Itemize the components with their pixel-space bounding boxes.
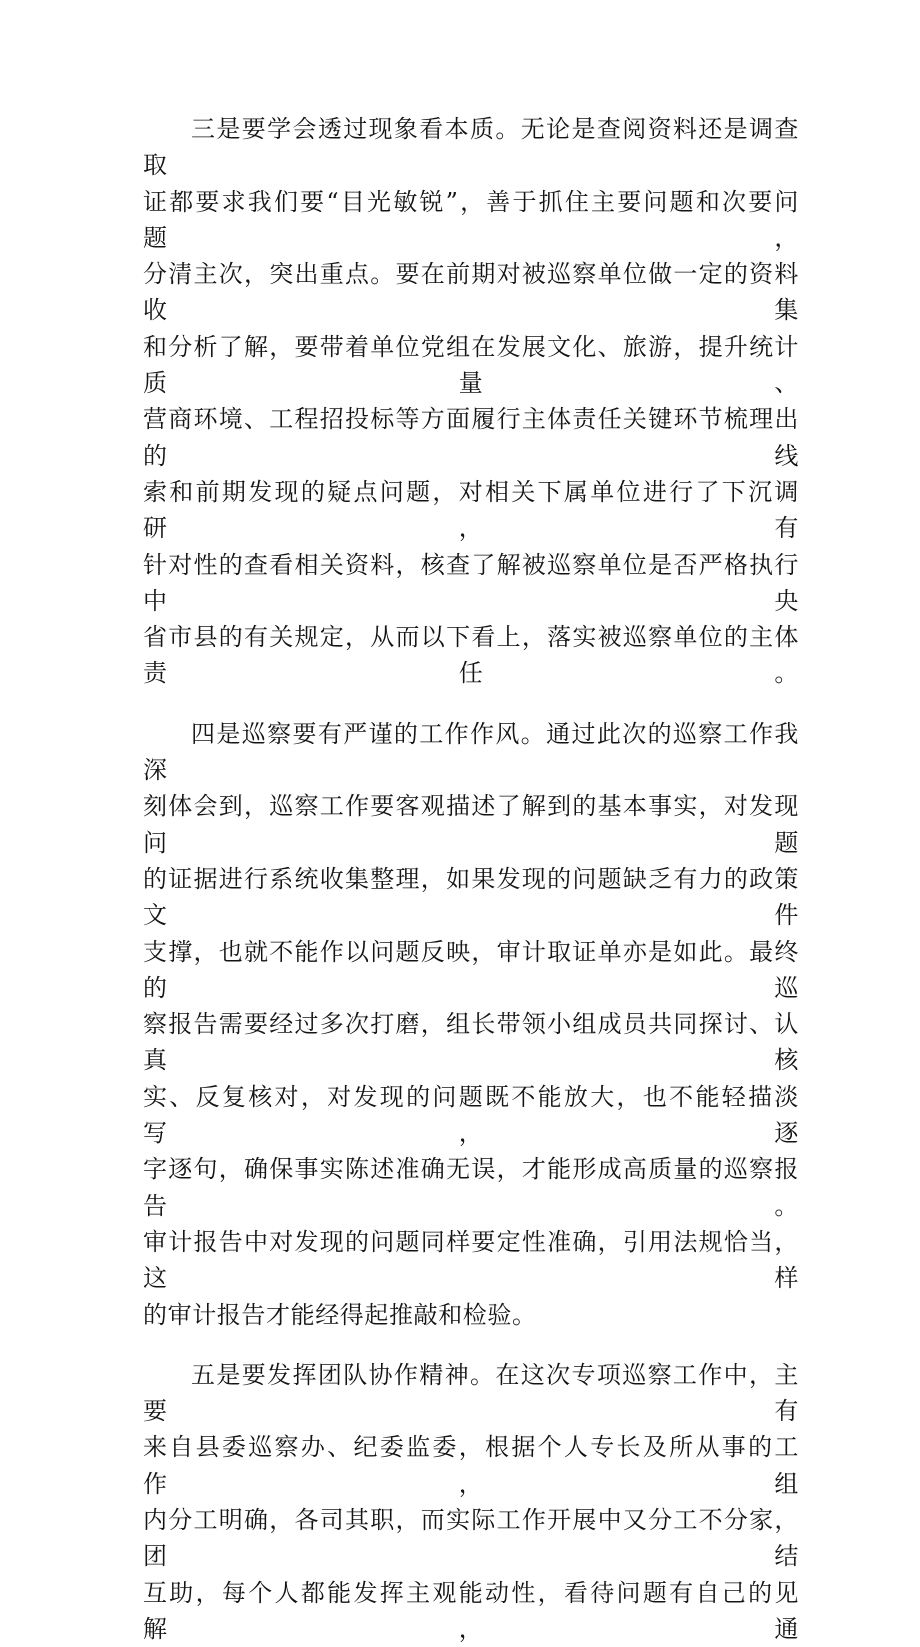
paragraph-line: 内分工明确，各司其职，而实际工作开展中又分工不分家，团结	[143, 1505, 799, 1571]
paragraph-line: 审计报告中对发现的问题同样要定性准确，引用法规恰当，这样	[143, 1227, 799, 1293]
paragraph-5-teamwork	[143, 1357, 799, 1647]
paragraph-4-work-style	[143, 716, 799, 1333]
paragraph-line: 三是要学会透过现象看本质。无论是查阅资料还是调查取	[143, 115, 799, 180]
paragraph-line: 互助，每个人都能发挥主观能动性，看待问题有自己的见解，通	[143, 1578, 799, 1643]
paragraph-line: 实、反复核对，对发现的问题既不能放大，也不能轻描淡写，逐	[143, 1082, 799, 1148]
paragraph-line: 的证据进行系统收集整理，如果发现的问题缺乏有力的政策文件	[143, 864, 799, 930]
paragraph-line: 刻体会到，巡察工作要客观描述了解到的基本事实，对发现问题	[143, 792, 799, 857]
paragraph-line: 五是要发挥团队协作精神。在这次专项巡察工作中，主要有	[143, 1360, 799, 1426]
paragraph-line: 省市县的有关规定，从而以下看上，落实被巡察单位的主体责任。	[143, 623, 799, 688]
paragraph-line: 营商环境、工程招投标等方面履行主体责任关键环节梳理出的线	[143, 405, 799, 470]
paragraph-line: 针对性的查看相关资料，核查了解被巡察单位是否严格执行中央	[143, 550, 799, 615]
paragraph-line: 字逐句，确保事实陈述准确无误，才能形成高质量的巡察报告。	[143, 1155, 799, 1220]
document-body	[143, 111, 799, 1647]
paragraph-3-essence	[143, 111, 799, 692]
paragraph-line: 四是巡察要有严谨的工作作风。通过此次的巡察工作我深	[143, 719, 799, 785]
paragraph-line: 的审计报告才能经得起推敲和检验。	[143, 1300, 537, 1329]
paragraph-line: 察报告需要经过多次打磨，组长带领小组成员共同探讨、认真核	[143, 1010, 799, 1075]
paragraph-line: 支撑，也就不能作以问题反映，审计取证单亦是如此。最终的巡	[143, 937, 799, 1002]
paragraph-line: 分清主次，突出重点。要在前期对被巡察单位做一定的资料收集	[143, 260, 799, 325]
paragraph-line: 证都要求我们要“目光敏锐”，善于抓住主要问题和次要问题，	[143, 187, 799, 252]
paragraph-line: 和分析了解，要带着单位党组在发展文化、旅游，提升统计质量、	[143, 332, 799, 398]
paragraph-line: 来自县委巡察办、纪委监委，根据个人专长及所从事的工作，组	[143, 1433, 799, 1498]
paragraph-line: 索和前期发现的疑点问题，对相关下属单位进行了下沉调研，有	[143, 477, 799, 543]
